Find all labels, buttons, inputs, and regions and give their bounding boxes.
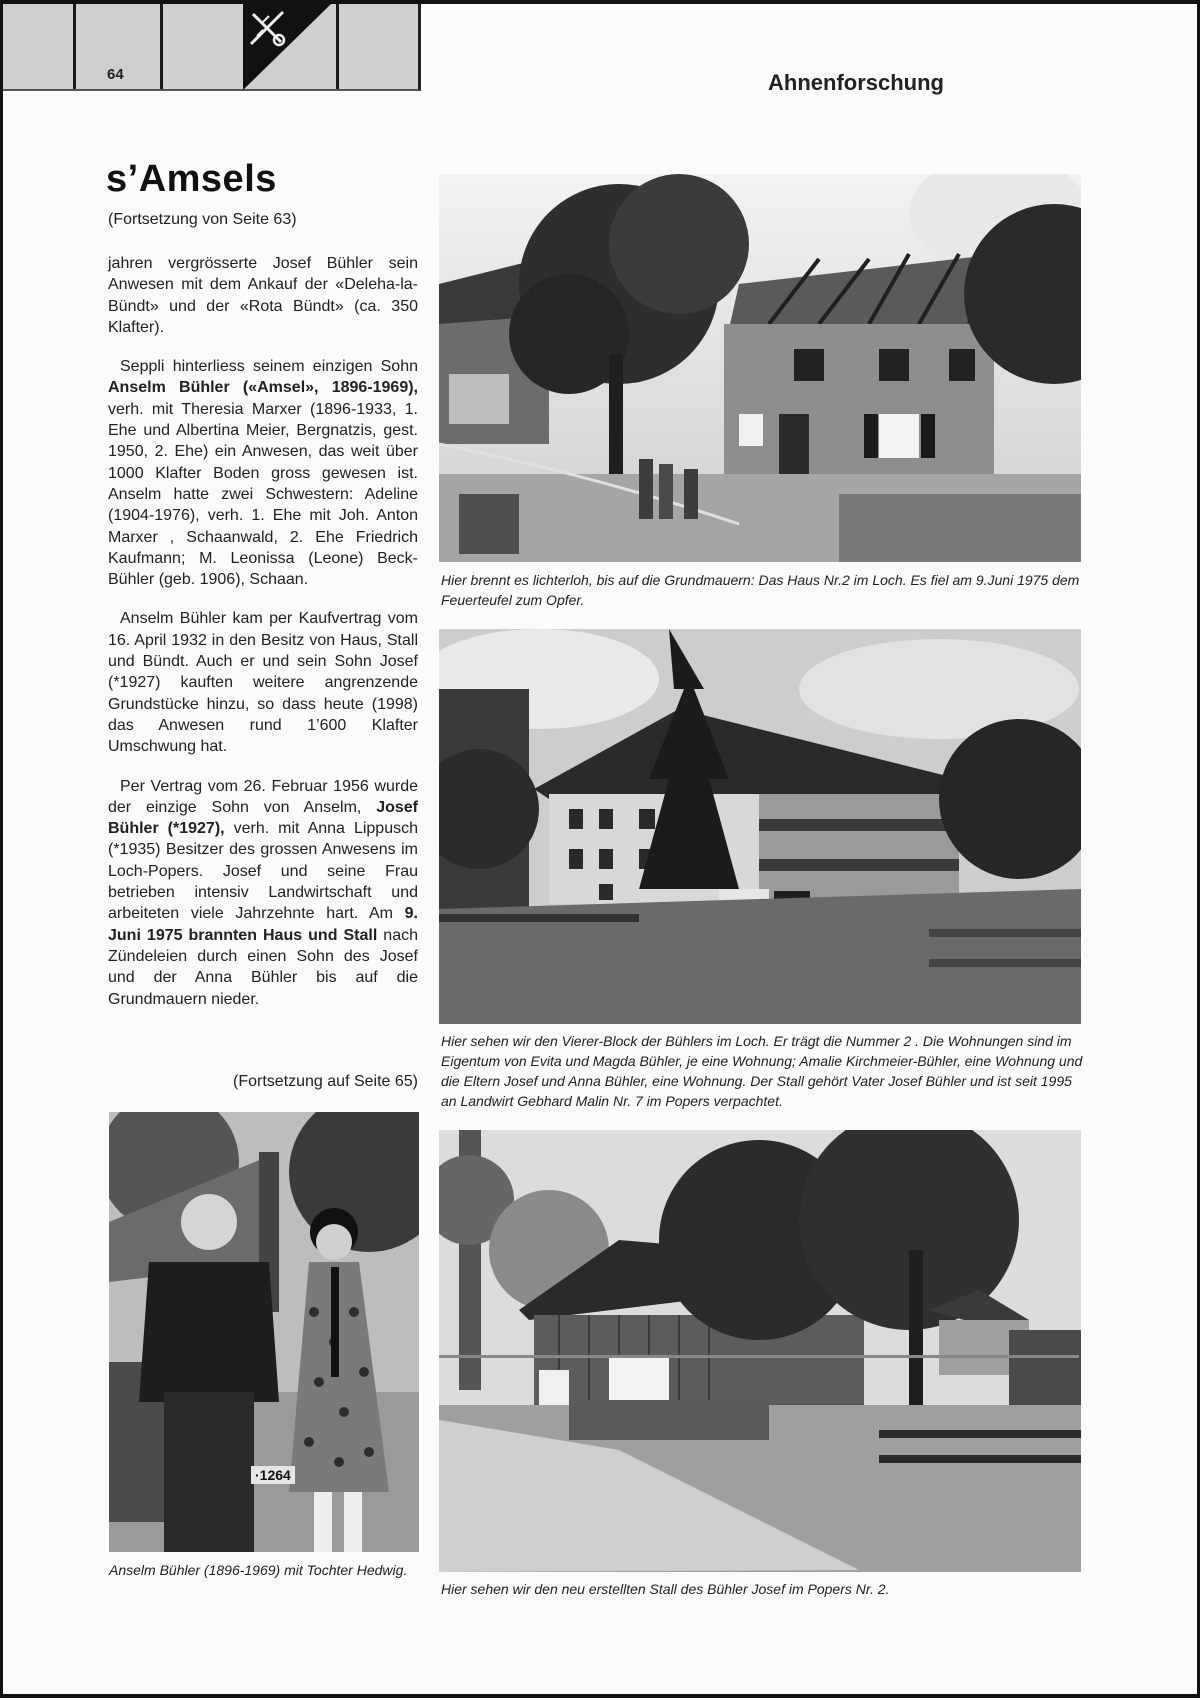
portrait-photo-caption: Anselm Bühler (1896-1969) mit Tochter Hedwig.	[109, 1562, 408, 1578]
license-plate-text: ·1264	[255, 1467, 291, 1483]
fire-photo-caption: Hier brennt es lichterloh, bis auf die Grundmauern: Das Haus Nr.2 im Loch. Es fiel am 9.Juni 1975 dem Feuerteufel zum Opfer.	[441, 572, 1080, 608]
portrait-photo	[109, 1112, 419, 1552]
continued-to-note: (Fortsetzung auf Seite 65)	[233, 1073, 418, 1090]
section-title: Ahnenforschung	[768, 70, 944, 95]
stable-photo-caption: Hier sehen wir den neu erstellten Stall des Bühler Josef im Popers Nr. 2.	[441, 1581, 890, 1597]
paragraph: Anselm Bühler kam per Kaufvertrag vom 16. April 1932 in den Besitz von Haus, Stall und Bündt. Auch er und sein Sohn Josef (*1927) kauften weitere angrenzende Grundstücke hinzu, so dass heute (1998) das Anwesen rund 1’600 Klafter Umschwung hat.	[108, 610, 418, 756]
magazine-page	[3, 4, 1197, 1694]
section-emblem-icon	[243, 4, 331, 90]
paragraph: Per Vertrag vom 26. Februar 1956 wurde der einzige Sohn von Anselm, Josef Bühler (*1927), verh. mit Anna Lippusch (*1935) Besitzer des grossen Anwesens im Loch-Popers. Josef und seine Frau betrieben intensiv Landwirtschaft und arbeiteten viele Jahrzehnte hart. Am 9. Juni 1975 brannten Haus und Stall nach Zündeleien durch einen Sohn des Josef und der Anna Bühler bis auf die Grundmauern nieder.	[108, 777, 418, 1008]
fire-photo	[439, 174, 1081, 562]
block-photo	[439, 629, 1081, 1024]
stable-photo	[439, 1130, 1081, 1572]
article-body	[108, 253, 418, 1028]
header-divider	[73, 4, 76, 89]
header-divider	[160, 4, 163, 89]
block-photo-caption: Hier sehen wir den Vierer-Block der Bühlers im Loch. Er trägt die Nummer 2 . Die Wohnungen sind im Eigentum von Evita und Magda Bühler, je eine Wohnung; Amalie Kirchmeier-Bühler, eine Wohnung und die Eltern Josef und Anna Bühler, eine Wohnung. Der Stall gehört Vater Josef Bühler und ist seit 1995 an Landwirt Gebhard Malin Nr. 7 im Popers verpachtet.	[441, 1033, 1083, 1109]
article-title: s’Amsels	[106, 158, 277, 200]
paragraph: Seppli hinterliess seinem einzigen Sohn Anselm Bühler («Amsel», 1896-1969), verh. mit Theresia Marxer (1896-1933, 1. Ehe und Albertina Meier, Bergnatzis, gest. 1950, 2. Ehe) ein Anwesen, das weit über 1000 Klafter Boden gross gewesen ist. Anselm hatte zwei Schwestern: Adeline (1904-1976), verh. 1. Ehe mit Joh. Anton Marxer , Schaanwald, 2. Ehe Friedrich Kaufmann; M. Leonissa (Leone) Beck-Bühler (geb. 1906), Schaan.	[108, 358, 418, 589]
page-number: 64	[107, 66, 124, 83]
header-band	[3, 4, 421, 91]
continued-from-note: (Fortsetzung von Seite 63)	[108, 211, 297, 228]
header-divider	[336, 4, 339, 89]
paragraph: jahren vergrösserte Josef Bühler sein Anwesen mit dem Ankauf der «Deleha-la-Bündt» und der «Rota Bündt» (ca. 350 Klafter).	[108, 255, 418, 336]
